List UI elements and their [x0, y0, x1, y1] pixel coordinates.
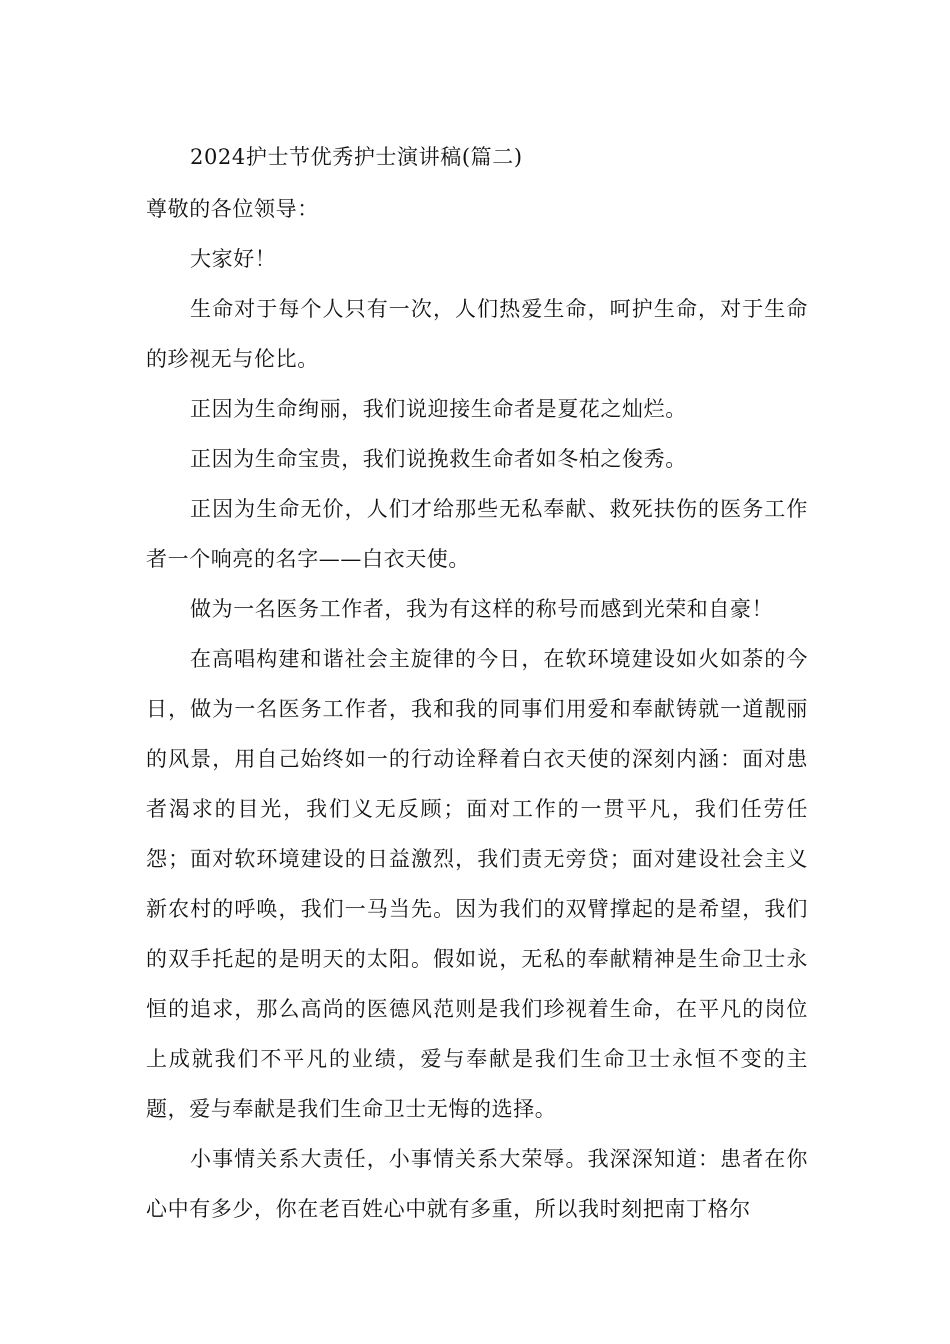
paragraph: 做为一名医务工作者，我为有这样的称号而感到光荣和自豪！: [190, 597, 774, 621]
document-title: 2024护士节优秀护士演讲稿(篇二): [190, 145, 523, 169]
paragraph: 小事情关系大责任，小事情关系大荣辱。我深深知道：患者在你心中有多少，你在老百姓心中就有多重，所以我时刻把南丁格尔: [146, 1147, 808, 1221]
document-body: [146, 132, 808, 1234]
paragraph: 正因为生命无价，人们才给那些无私奉献、救死扶伤的医务工作者一个响亮的名字——白衣天使。: [146, 497, 808, 571]
paragraph: 正因为生命宝贵，我们说挽救生命者如冬柏之俊秀。: [190, 447, 687, 471]
paragraph: 正因为生命绚丽，我们说迎接生命者是夏花之灿烂。: [190, 397, 687, 421]
paragraph: 在高唱构建和谐社会主旋律的今日，在软环境建设如火如荼的今日，做为一名医务工作者，我和我的同事们用爱和奉献铸就一道靓丽的风景，用自己始终如一的行动诠释着白衣天使的深刻内涵：面对患者渴求的目光，我们义无反顾；面对工作的一贯平凡，我们任劳任怨；面对软环境建设的日益激烈，我们责无旁贷；面对建设社会主义新农村的呼唤，我们一马当先。因为我们的双臂撑起的是希望，我们的双手托起的是明天的太阳。假如说，无私的奉献精神是生命卫士永恒的追求，那么高尚的医德风范则是我们珍视着生命，在平凡的岗位上成就我们不平凡的业绩，爱与奉献是我们生命卫士永恒不变的主题，爱与奉献是我们生命卫士无悔的选择。: [146, 647, 808, 1121]
paragraph: 生命对于每个人只有一次，人们热爱生命，呵护生命，对于生命的珍视无与伦比。: [146, 297, 808, 371]
paragraph-greeting: 大家好！: [190, 247, 277, 271]
salutation: 尊敬的各位领导：: [146, 197, 319, 221]
